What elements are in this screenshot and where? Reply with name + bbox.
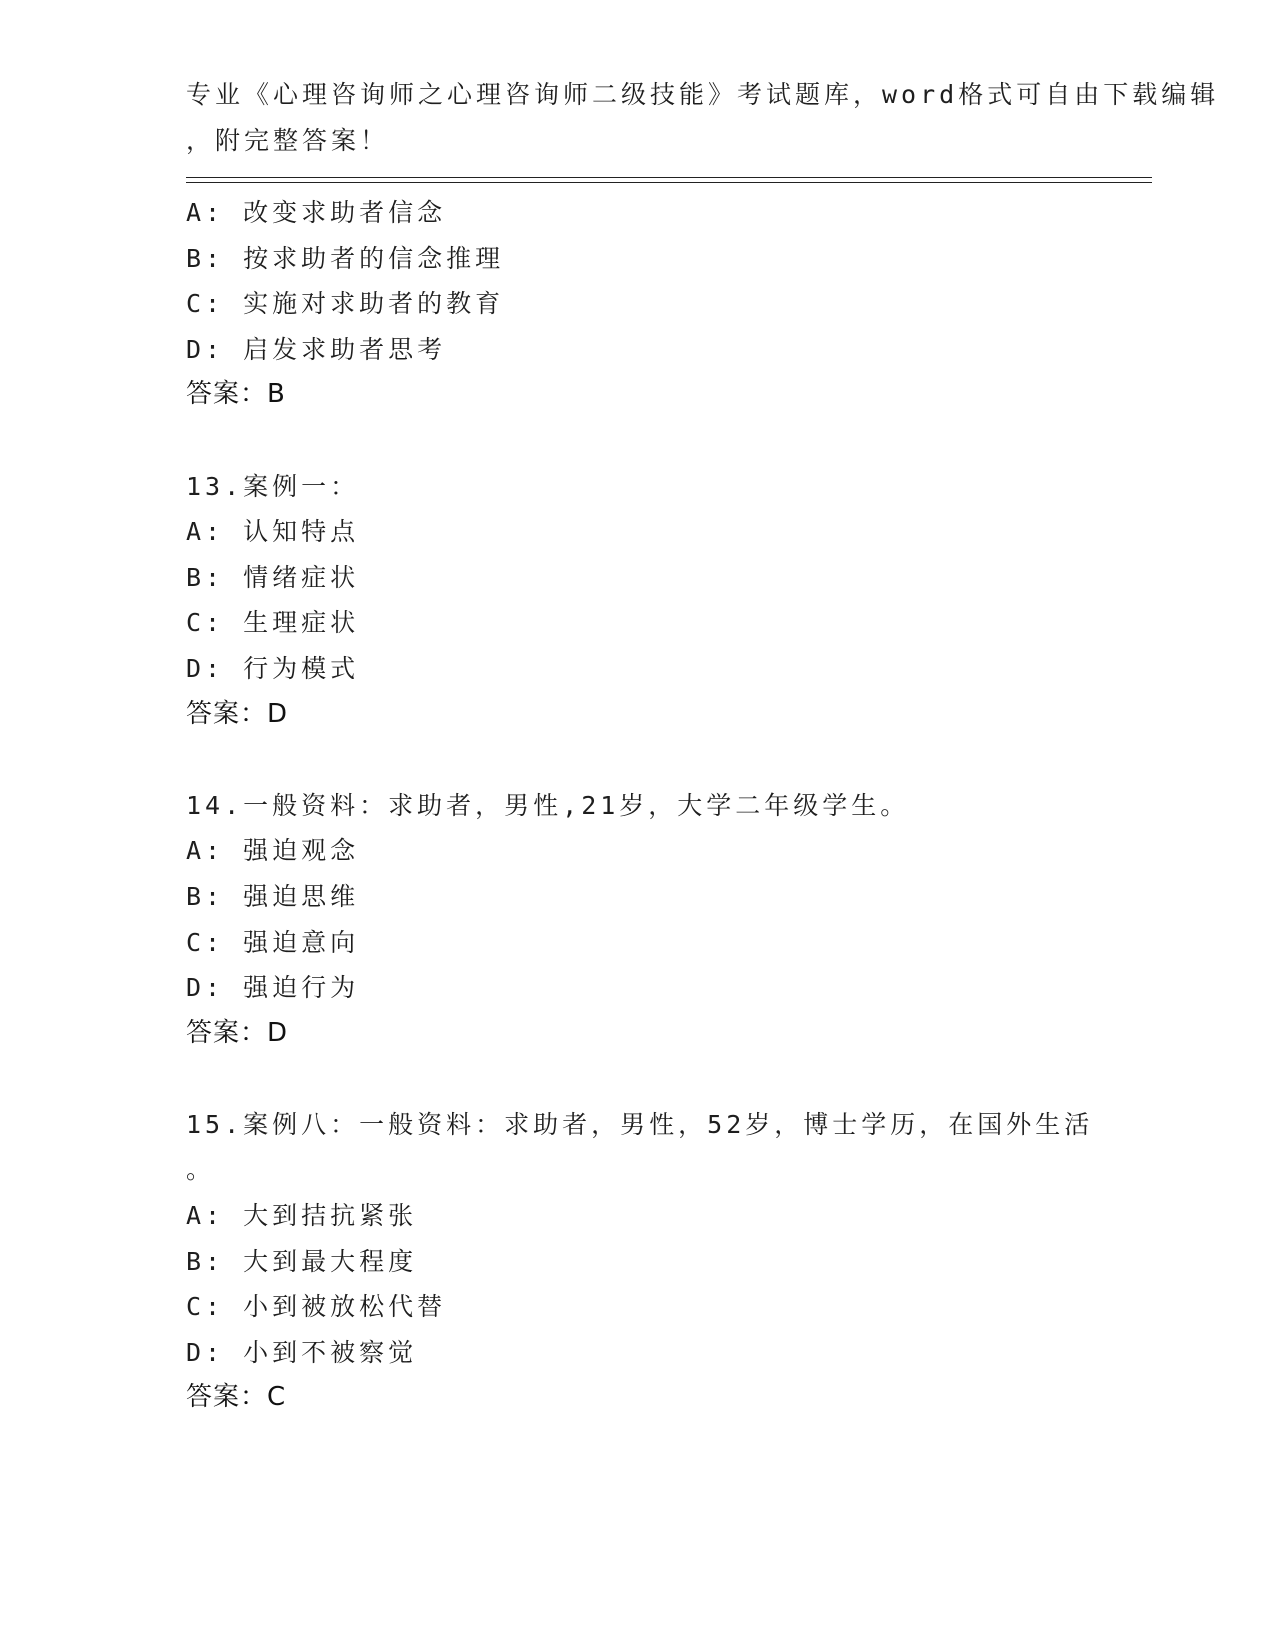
option-d: D: 强迫行为 [186, 973, 360, 1003]
answer: 答案：B [186, 379, 286, 410]
question-list [186, 190, 1094, 1421]
question-13 [186, 464, 1086, 738]
question-15 [186, 1102, 1094, 1421]
question-12-tail [186, 190, 1086, 418]
option-d: D: 启发求助者思考 [186, 334, 447, 364]
header-line-2: ，附完整答案！ [186, 125, 390, 155]
question-stem: 14.一般资料：求助者，男性,21岁，大学二年级学生。 [186, 790, 910, 820]
document-header [186, 72, 1220, 163]
option-b: B: 强迫思维 [186, 881, 360, 911]
answer: 答案：D [186, 1017, 289, 1048]
question-stem: 15.案例八：一般资料：求助者，男性，52岁，博士学历，在国外生活 [186, 1109, 1094, 1139]
option-c: C: 生理症状 [186, 608, 360, 638]
option-c: C: 小到被放松代替 [186, 1292, 447, 1322]
option-c: C: 强迫意向 [186, 927, 360, 957]
question-14 [186, 783, 1086, 1057]
option-a: A: 大到拮抗紧张 [186, 1201, 418, 1231]
spacer [186, 1056, 1086, 1102]
spacer [186, 737, 1086, 783]
header-line-1: 专业《心理咨询师之心理咨询师二级技能》考试题库，word格式可自由下载编辑 [186, 80, 1220, 109]
spacer [186, 418, 1086, 464]
question-stem-continuation: 。 [186, 1155, 212, 1185]
option-d: D: 小到不被察觉 [186, 1337, 418, 1367]
option-a: A: 改变求助者信念 [186, 198, 447, 227]
answer: 答案：D [186, 698, 289, 729]
option-b: B: 情绪症状 [186, 562, 360, 592]
option-a: A: 强迫观念 [186, 836, 360, 866]
question-stem: 13.案例一： [186, 471, 360, 501]
option-b: B: 大到最大程度 [186, 1246, 418, 1276]
option-c: C: 实施对求助者的教育 [186, 289, 505, 319]
header-divider-top [186, 177, 1152, 178]
answer: 答案：C [186, 1382, 287, 1413]
option-a: A: 认知特点 [186, 517, 360, 547]
header-divider-bottom [186, 182, 1152, 183]
option-d: D: 行为模式 [186, 653, 360, 683]
option-b: B: 按求助者的信念推理 [186, 243, 505, 273]
